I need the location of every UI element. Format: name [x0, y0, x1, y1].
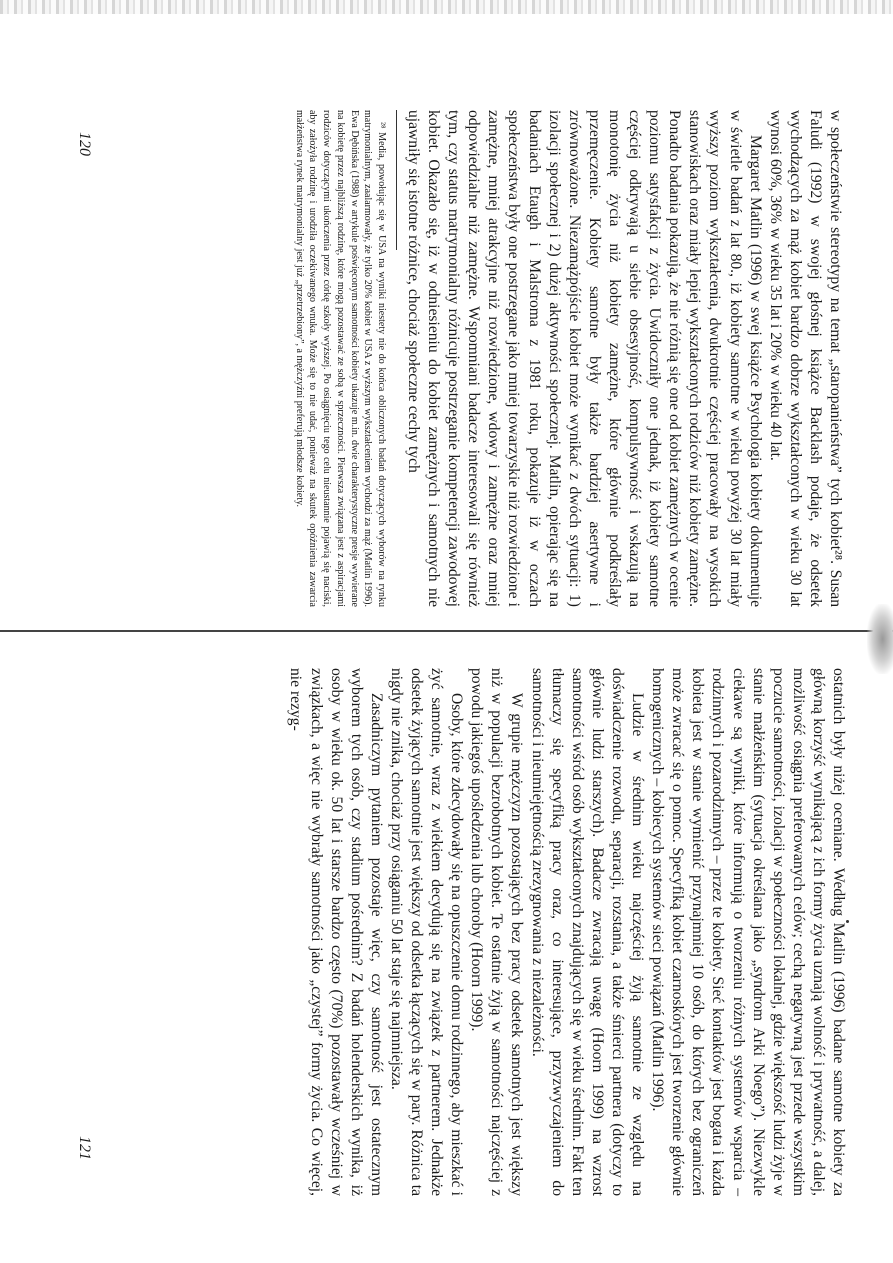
page-number-120: 120: [76, 132, 93, 156]
footnote-block: [292, 110, 388, 607]
scan-smudge: [867, 604, 893, 674]
paragraph: Zasadniczym pytaniem pozostaje więc, czy samotność jest ostatecznym wyborem tych osób, czy stadium pośrednim? Z badań holenderskich wynika, iż osoby w wieku ok. 50 lat i starsze bardzo często (70%) pozostawały wcześniej w związkach, a więc nie wybrały samotności jako „czystej” formy życia. Co więcej, nie rezyg-: [287, 668, 385, 1196]
paragraph: ostatnich były niżej oceniane. Według Matlin (1996) badane samotne kobiety za główną korzyść wynikającą z ich formy życia uznają wolność i prywatność, a dalej, możliwość osiągnia preferowanych celów; cechą negatywną jest przede wszystkim poczucie samotności, izolacji w społeczności lokalnej, gdzie większość ludzi żyje w stanie małżeńskim (sytuacja określana jako „syndrom Arki Noego”). Niezwykle ciekawe są wyniki, które informują o tworzeniu różnych systemów wsparcia – rodzinnych i pozarodzinnych – przez te kobiety. Sieć kontaktów jest bogata i każda kobieta jest w stanie wymienić przynajmniej 10 osób, do których bez ograniczeń może zwracać się o pomoc. Specyfiką kobiet czarnoskórych jest tworzenie głównie homogenicznych – kobiecych systemów sieci powiązań (Matlin 1996).: [649, 668, 847, 1196]
paragraph: W grupie mężczyzn pozostających bez pracy odsetek samotnych jest większy niż w populacji bezrobotnych kobiet. Te ostatnie żyją w samotności najczęściej z powodu jakiegoś upośledzenia lub choroby (Hoorn 1999).: [468, 668, 526, 1196]
paragraph: Osoby, które zdecydowały się na opuszczenie domu rodzinnego, aby mieszkać i żyć samotnie, wraz z wiekiem decydują się na związek z partnerem. Jednakże odsetek żyjących samotnie jest większy od odsetka łączących się w pary. Różnica ta nigdy nie znika, chociaż przy osiąganiu 50 lat staje się najmniejsza.: [387, 668, 466, 1196]
paragraph: Margaret Matlin (1996) w swej książce Psychologia kobiety dokumentuje w świetle badań z lat 80., iż kobiety samotne w wieku powyżej 30 lat miały wyższy poziom wykształcenia, dwukrotnie częściej pracowały na wysokich stanowiskach oraz miały lepiej wykształconych rodziców niż kobiety zamężne. Ponadto badania pokazują, że nie różnią się one od kobiet zamężnych w ocenie poziomu satysfakcji z życia. Uwidoczniły one jednak, iż kobiety samotne częściej odkrywają u siebie obsesyjność, kompulsywność i wskazują na monotonię życia niż kobiety zamężne, które głównie podkreślały przemęczenie. Kobiety samotne były także bardziej asertywne i zrównoważone. Niezamążpójście kobiet może wynikać z dwóch sytuacji: 1) izolacji społecznej i 2) dużej aktywności społecznej. Matlin, opierając się na badaniach Etaugh i Malstroma z 1981 roku, pokazuje iż w oczach społeczeństwa były one postrzegane jako mniej towarzyskie niż rozwiedzione i zamężne, mniej atrakcyjne niż rozwiedzione, wdowy i zamężne oraz mniej odpowiedzialne niż zamężne. Wspomniani badacze interesowali się również tym, czy status matrymonialny różnicuje postrzeganie kompetencji zawodowej kobiet. Okazało się, iż w odniesieniu do kobiet zamężnych i samotnych nie ujawniły się istotne różnice, chociaż społeczne cechy tych: [405, 110, 764, 607]
paragraph: w społeczeństwie stereotypy na temat „staropanieństwa” tych kobiet²⁸. Susan Faludi (1992) w swojej głośnej książce Backlash podaje, że odsetek wychodzących za mąż kobiet bardzo dobrze wykształconych w wieku 30 lat wynosi 60%, 36% w wieku 35 lat i 20% w wieku 40 lat.: [766, 110, 844, 607]
paragraph: Ludzie w średnim wieku najczęściej żyją samotnie ze względu na doświadczenie rozwodu, separacji, rozstania, a także śmierci partnera (dotyczy to głównie ludzi starszych). Badacze zwracają uwagę (Hoorn 1999) na wzrost samotności wśród osób wykształconych znajdujących się w wieku średnim. Fakt ten tłumaczy się specyfiką pracy oraz, co interesujące, przyzwyczajeniem do samotności i nieumiejętnością zrezygnowania z niezależności.: [528, 668, 647, 1196]
footnote-28: ²⁸ Media, powołując się w USA na wyniki niestety nie do końca obliczonych badań dotyczących wyborów na rynku matrymonialnym, zaalarmowały, że tylko 20% kobiet w USA z wyższym wykształceniem wychodzi za mąż (Matlin 1996). Ewa Dębińska (1988) w artykule poświęconym samotności kobiety ukazuje m.in. dwie charakterystyczne presje wywierane na kobietę przez najbliższą rodzinę, które mogą pozostawać ze sobą w sprzeczności. Pierwsza związana jest z aspiracjami rodziców dotyczącymi ukończenia przez córkę szkoły wyższej. Po osiągnięciu tego celu nieustannie pojawią się naciski, aby założyła rodzinę i urodziła oczekiwanego wnuka. Może się to nie udać, ponieważ na skutek opóźnienia zawarcia małżeństwa rynek matrymonialny jest już „przetrzebiony”, a mężczyźni preferują młodsze kobiety.: [293, 110, 387, 607]
footnote-separator: [396, 110, 397, 250]
page-120-text-column: [292, 110, 845, 607]
scan-edge-artifact: [0, 0, 893, 14]
page-121-text-column: [285, 668, 848, 1196]
page-number-121: 121: [76, 1136, 93, 1160]
page-fold-line: [0, 630, 893, 632]
